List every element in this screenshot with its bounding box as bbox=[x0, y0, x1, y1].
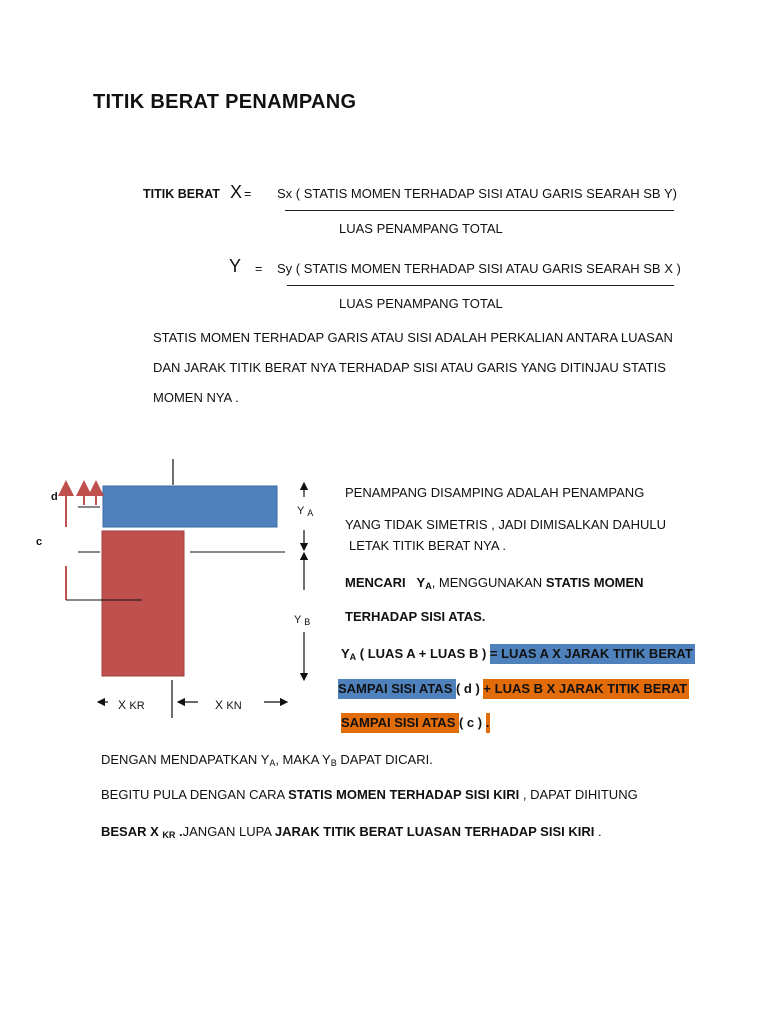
definition-line-3: MOMEN NYA . bbox=[153, 390, 239, 405]
label-ya: Y $_A$ bbox=[297, 505, 314, 518]
bottom-line-1: DENGAN MENDAPATKAN $Y_A$, MAKA $Y_B$ DAPAT DICARI. bbox=[101, 752, 433, 768]
explain-line-3: LETAK TITIK BERAT NYA . bbox=[349, 538, 507, 553]
label-yb: Y $_B$ bbox=[294, 614, 311, 627]
x-equals: = bbox=[244, 187, 252, 201]
label-c: c bbox=[36, 536, 43, 548]
highlight-dot: . bbox=[486, 713, 491, 733]
equation-line-2: SAMPAI SISI ATAS ( d ) + LUAS B X JARAK TITIK BERAT bbox=[338, 678, 689, 700]
label-d: d bbox=[51, 491, 58, 503]
highlight-luas-b: + LUAS B X JARAK TITIK BERAT bbox=[483, 679, 689, 699]
y-denominator: LUAS PENAMPANG TOTAL bbox=[339, 296, 503, 311]
y-numerator: Sy ( STATIS MOMEN TERHADAP SISI ATAU GARIS SEARAH SB X ) bbox=[277, 261, 681, 276]
page-title: TITIK BERAT PENAMPANG bbox=[93, 91, 357, 113]
bottom-line-3: BESAR X $_{KR}$ .JANGAN LUPA JARAK TITIK BERAT LUASAN TERHADAP SISI KIRI . bbox=[101, 824, 602, 840]
x-denominator: LUAS PENAMPANG TOTAL bbox=[339, 221, 503, 236]
y-fraction-bar bbox=[287, 285, 674, 286]
equation-line-3: SAMPAI SISI ATAS ( c ) . bbox=[341, 712, 490, 734]
highlight-sampai-2: SAMPAI SISI ATAS bbox=[341, 713, 459, 733]
x-symbol: X bbox=[230, 182, 243, 202]
bottom-line-2: BEGITU PULA DENGAN CARA STATIS MOMEN TERHADAP SISI KIRI , DAPAT DIHITUNG bbox=[101, 787, 638, 802]
definition-line-2: DAN JARAK TITIK BERAT NYA TERHADAP SISI ATAU GARIS YANG DITINJAU STATIS bbox=[153, 360, 666, 375]
web-b-rect bbox=[102, 531, 184, 676]
equation-line-1: $Y_A$ ( LUAS A + LUAS B ) = LUAS A X JARAK TITIK BERAT bbox=[341, 646, 693, 662]
titik-berat-label: TITIK BERAT bbox=[143, 187, 220, 201]
label-xkr: X KR bbox=[118, 698, 145, 712]
flange-a-rect bbox=[103, 486, 277, 527]
y-equals: = bbox=[255, 262, 263, 276]
label-xkn: X KN bbox=[215, 698, 242, 712]
highlight-sampai-1: SAMPAI SISI ATAS bbox=[338, 679, 456, 699]
x-numerator: Sx ( STATIS MOMEN TERHADAP SISI ATAU GARIS SEARAH SB Y) bbox=[277, 186, 677, 201]
highlight-luas-a: = LUAS A X JARAK TITIK BERAT bbox=[490, 644, 695, 664]
t-section-diagram bbox=[0, 440, 340, 740]
definition-line-1: STATIS MOMEN TERHADAP GARIS ATAU SISI ADALAH PERKALIAN ANTARA LUASAN bbox=[153, 330, 673, 345]
x-fraction-bar bbox=[285, 210, 674, 211]
y-symbol: Y bbox=[229, 256, 242, 276]
explain-line-2: YANG TIDAK SIMETRIS , JADI DIMISALKAN DAHULU bbox=[345, 517, 666, 532]
explain-line-1: PENAMPANG DISAMPING ADALAH PENAMPANG bbox=[345, 485, 645, 500]
explain-line-4: MENCARI $Y_A$, MENGGUNAKAN STATIS MOMEN bbox=[345, 575, 644, 591]
explain-line-5: TERHADAP SISI ATAS. bbox=[345, 609, 486, 624]
